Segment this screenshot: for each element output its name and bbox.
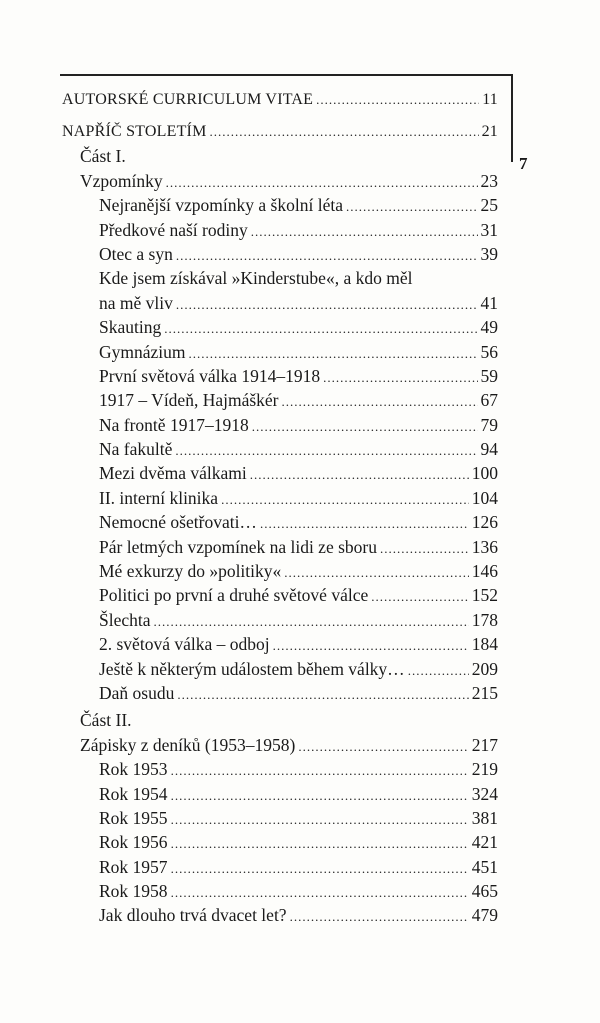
toc-entry-page: 25 [480, 195, 498, 216]
toc-entry[interactable] [62, 681, 498, 705]
leader-dots [346, 195, 478, 219]
toc-entry-title: 1917 – Vídeň, Hajmáškér [99, 390, 279, 411]
toc-entry-title: Nejranější vzpomínky a školní léta [99, 195, 343, 216]
toc-entry[interactable] [62, 782, 498, 806]
leader-dots [250, 463, 469, 487]
toc-entry-page: 136 [471, 536, 498, 557]
toc-entry[interactable] [62, 291, 498, 315]
toc-entry-title: 2. světová válka – odboj [99, 634, 270, 655]
toc-entry[interactable] [62, 608, 498, 632]
toc-entry-page: 421 [471, 832, 498, 853]
leader-dots [189, 342, 478, 366]
toc-entry-page: 23 [480, 170, 498, 191]
toc-entry-title: Rok 1954 [99, 783, 168, 804]
leader-dots [154, 610, 469, 634]
toc-entry-page: 59 [480, 365, 498, 386]
toc-entry-page: 67 [480, 390, 498, 411]
toc-entry[interactable] [62, 559, 498, 583]
toc-entry-title: Rok 1955 [99, 807, 168, 828]
toc-entry-title: Kde jsem získával »Kinderstube«, a kdo měl [99, 268, 413, 289]
toc-entry-page: 79 [480, 414, 498, 435]
leader-dots [371, 585, 469, 609]
toc-entry[interactable] [62, 510, 498, 534]
leader-dots [171, 784, 469, 808]
toc-entry[interactable] [62, 218, 498, 242]
toc-entry-title: Část II. [80, 710, 132, 731]
toc-entry-title: Část I. [80, 146, 126, 167]
leader-dots [298, 735, 468, 759]
toc-entry-page: 178 [471, 609, 498, 630]
toc-part-heading [62, 144, 498, 168]
toc-entry[interactable] [62, 413, 498, 437]
toc-entry-title: NAPŘÍČ STOLETÍM [62, 122, 207, 140]
leader-dots [408, 659, 469, 683]
toc-entry[interactable] [62, 315, 498, 339]
toc-entry[interactable] [62, 535, 498, 559]
toc-entry-page: 100 [471, 463, 498, 484]
leader-dots [164, 317, 477, 341]
toc-entry-page: 152 [471, 585, 498, 606]
leader-dots [166, 171, 478, 195]
leader-dots [171, 759, 469, 783]
toc-entry-title: Nemocné ošetřovati… [99, 512, 257, 533]
leader-dots [273, 634, 469, 658]
toc-entry[interactable] [62, 437, 498, 461]
toc-entry[interactable] [62, 169, 498, 193]
toc-entry-page: 39 [480, 243, 498, 264]
toc-part-heading [62, 708, 498, 732]
leader-dots [176, 244, 478, 268]
toc-entry[interactable] [62, 388, 498, 412]
toc-entry-page: 126 [471, 512, 498, 533]
toc-entry-page: 217 [471, 734, 498, 755]
toc-entry-title: Jak dlouho trvá dvacet let? [99, 905, 287, 926]
leader-dots [171, 832, 469, 856]
toc-entry-page: 146 [471, 561, 498, 582]
toc-entry-page: 11 [482, 91, 498, 108]
toc-entry-title: Rok 1958 [99, 881, 168, 902]
leader-dots [251, 220, 478, 244]
toc-entry-title: Rok 1957 [99, 856, 168, 877]
toc-entry[interactable] [62, 583, 498, 607]
toc-entry-title: Předkové naší rodiny [99, 219, 248, 240]
toc-entry-page: 56 [480, 341, 498, 362]
side-rule [511, 74, 513, 162]
table-of-contents [62, 88, 498, 928]
toc-entry-title: Vzpomínky [80, 170, 163, 191]
leader-dots [221, 488, 469, 512]
leader-dots [210, 120, 479, 144]
toc-entry[interactable] [62, 806, 498, 830]
toc-entry[interactable] [62, 657, 498, 681]
leader-dots [252, 415, 478, 439]
toc-entry[interactable] [62, 757, 498, 781]
toc-entry[interactable] [62, 903, 498, 927]
toc-entry[interactable] [62, 486, 498, 510]
leader-dots [175, 439, 477, 463]
toc-entry-title: Rok 1956 [99, 832, 168, 853]
toc-entry-page: 215 [471, 682, 498, 703]
toc-entry[interactable] [62, 855, 498, 879]
toc-entry-title: Mé exkurzy do »politiky« [99, 561, 282, 582]
toc-entry[interactable] [62, 120, 498, 144]
toc-entry-page: 324 [471, 783, 498, 804]
leader-dots [282, 390, 478, 414]
toc-entry-page: 209 [471, 658, 498, 679]
leader-dots [171, 857, 469, 881]
leader-dots [171, 808, 469, 832]
leader-dots [177, 683, 468, 707]
leader-dots [176, 293, 478, 317]
toc-entry[interactable] [62, 733, 498, 757]
toc-entry-page: 31 [480, 219, 498, 240]
toc-entry[interactable] [62, 340, 498, 364]
toc-entry-title: Daň osudu [99, 682, 175, 703]
toc-entry-page: 21 [481, 122, 498, 140]
toc-entry[interactable] [62, 830, 498, 854]
toc-entry[interactable] [62, 632, 498, 656]
toc-entry-page: 479 [471, 905, 498, 926]
toc-entry-page: 381 [471, 807, 498, 828]
toc-entry[interactable] [62, 242, 498, 266]
toc-entry-title: Zápisky z deníků (1953–1958) [80, 734, 296, 755]
leader-dots [260, 512, 469, 536]
toc-entry-page: 219 [471, 759, 498, 780]
toc-entry-title: Skauting [99, 317, 162, 338]
toc-entry-title: Mezi dvěma válkami [99, 463, 247, 484]
top-rule [60, 74, 513, 76]
leader-dots [323, 366, 477, 390]
toc-entry-title: AUTORSKÉ CURRICULUM VITAE [62, 91, 314, 108]
leader-dots [171, 881, 469, 905]
toc-entry-page: 184 [471, 634, 498, 655]
toc-entry-title: Rok 1953 [99, 759, 168, 780]
toc-entry[interactable] [62, 879, 498, 903]
toc-entry-title: na mě vliv [99, 292, 173, 313]
toc-entry-page: 451 [471, 856, 498, 877]
toc-entry-title: Politici po první a druhé světové válce [99, 585, 369, 606]
leader-dots [380, 537, 469, 561]
toc-entry[interactable] [62, 364, 498, 388]
toc-entry[interactable] [62, 193, 498, 217]
toc-entry[interactable] [62, 461, 498, 485]
toc-entry-page: 104 [471, 487, 498, 508]
page-number: 7 [519, 154, 528, 173]
toc-entry-title: Otec a syn [99, 243, 173, 264]
toc-entry-title: II. interní klinika [99, 487, 219, 508]
toc-entry-title: Gymnázium [99, 341, 186, 362]
toc-entry-title: Šlechta [99, 609, 151, 630]
toc-entry-title: Ještě k některým událostem během války… [99, 658, 405, 679]
toc-entry-title: První světová válka 1914–1918 [99, 365, 321, 386]
toc-entry-page: 465 [471, 881, 498, 902]
toc-entry-page: 49 [480, 317, 498, 338]
leader-dots [284, 561, 468, 585]
toc-entry-page: 41 [480, 292, 498, 313]
toc-entry-title: Pár letmých vzpomínek na lidi ze sboru [99, 536, 377, 557]
toc-entry-page: 94 [480, 439, 498, 460]
toc-entry[interactable] [62, 88, 498, 112]
leader-dots [290, 905, 469, 929]
leader-dots [316, 88, 479, 112]
toc-entry-title: Na frontě 1917–1918 [99, 414, 249, 435]
toc-entry-title: Na fakultě [99, 439, 173, 460]
